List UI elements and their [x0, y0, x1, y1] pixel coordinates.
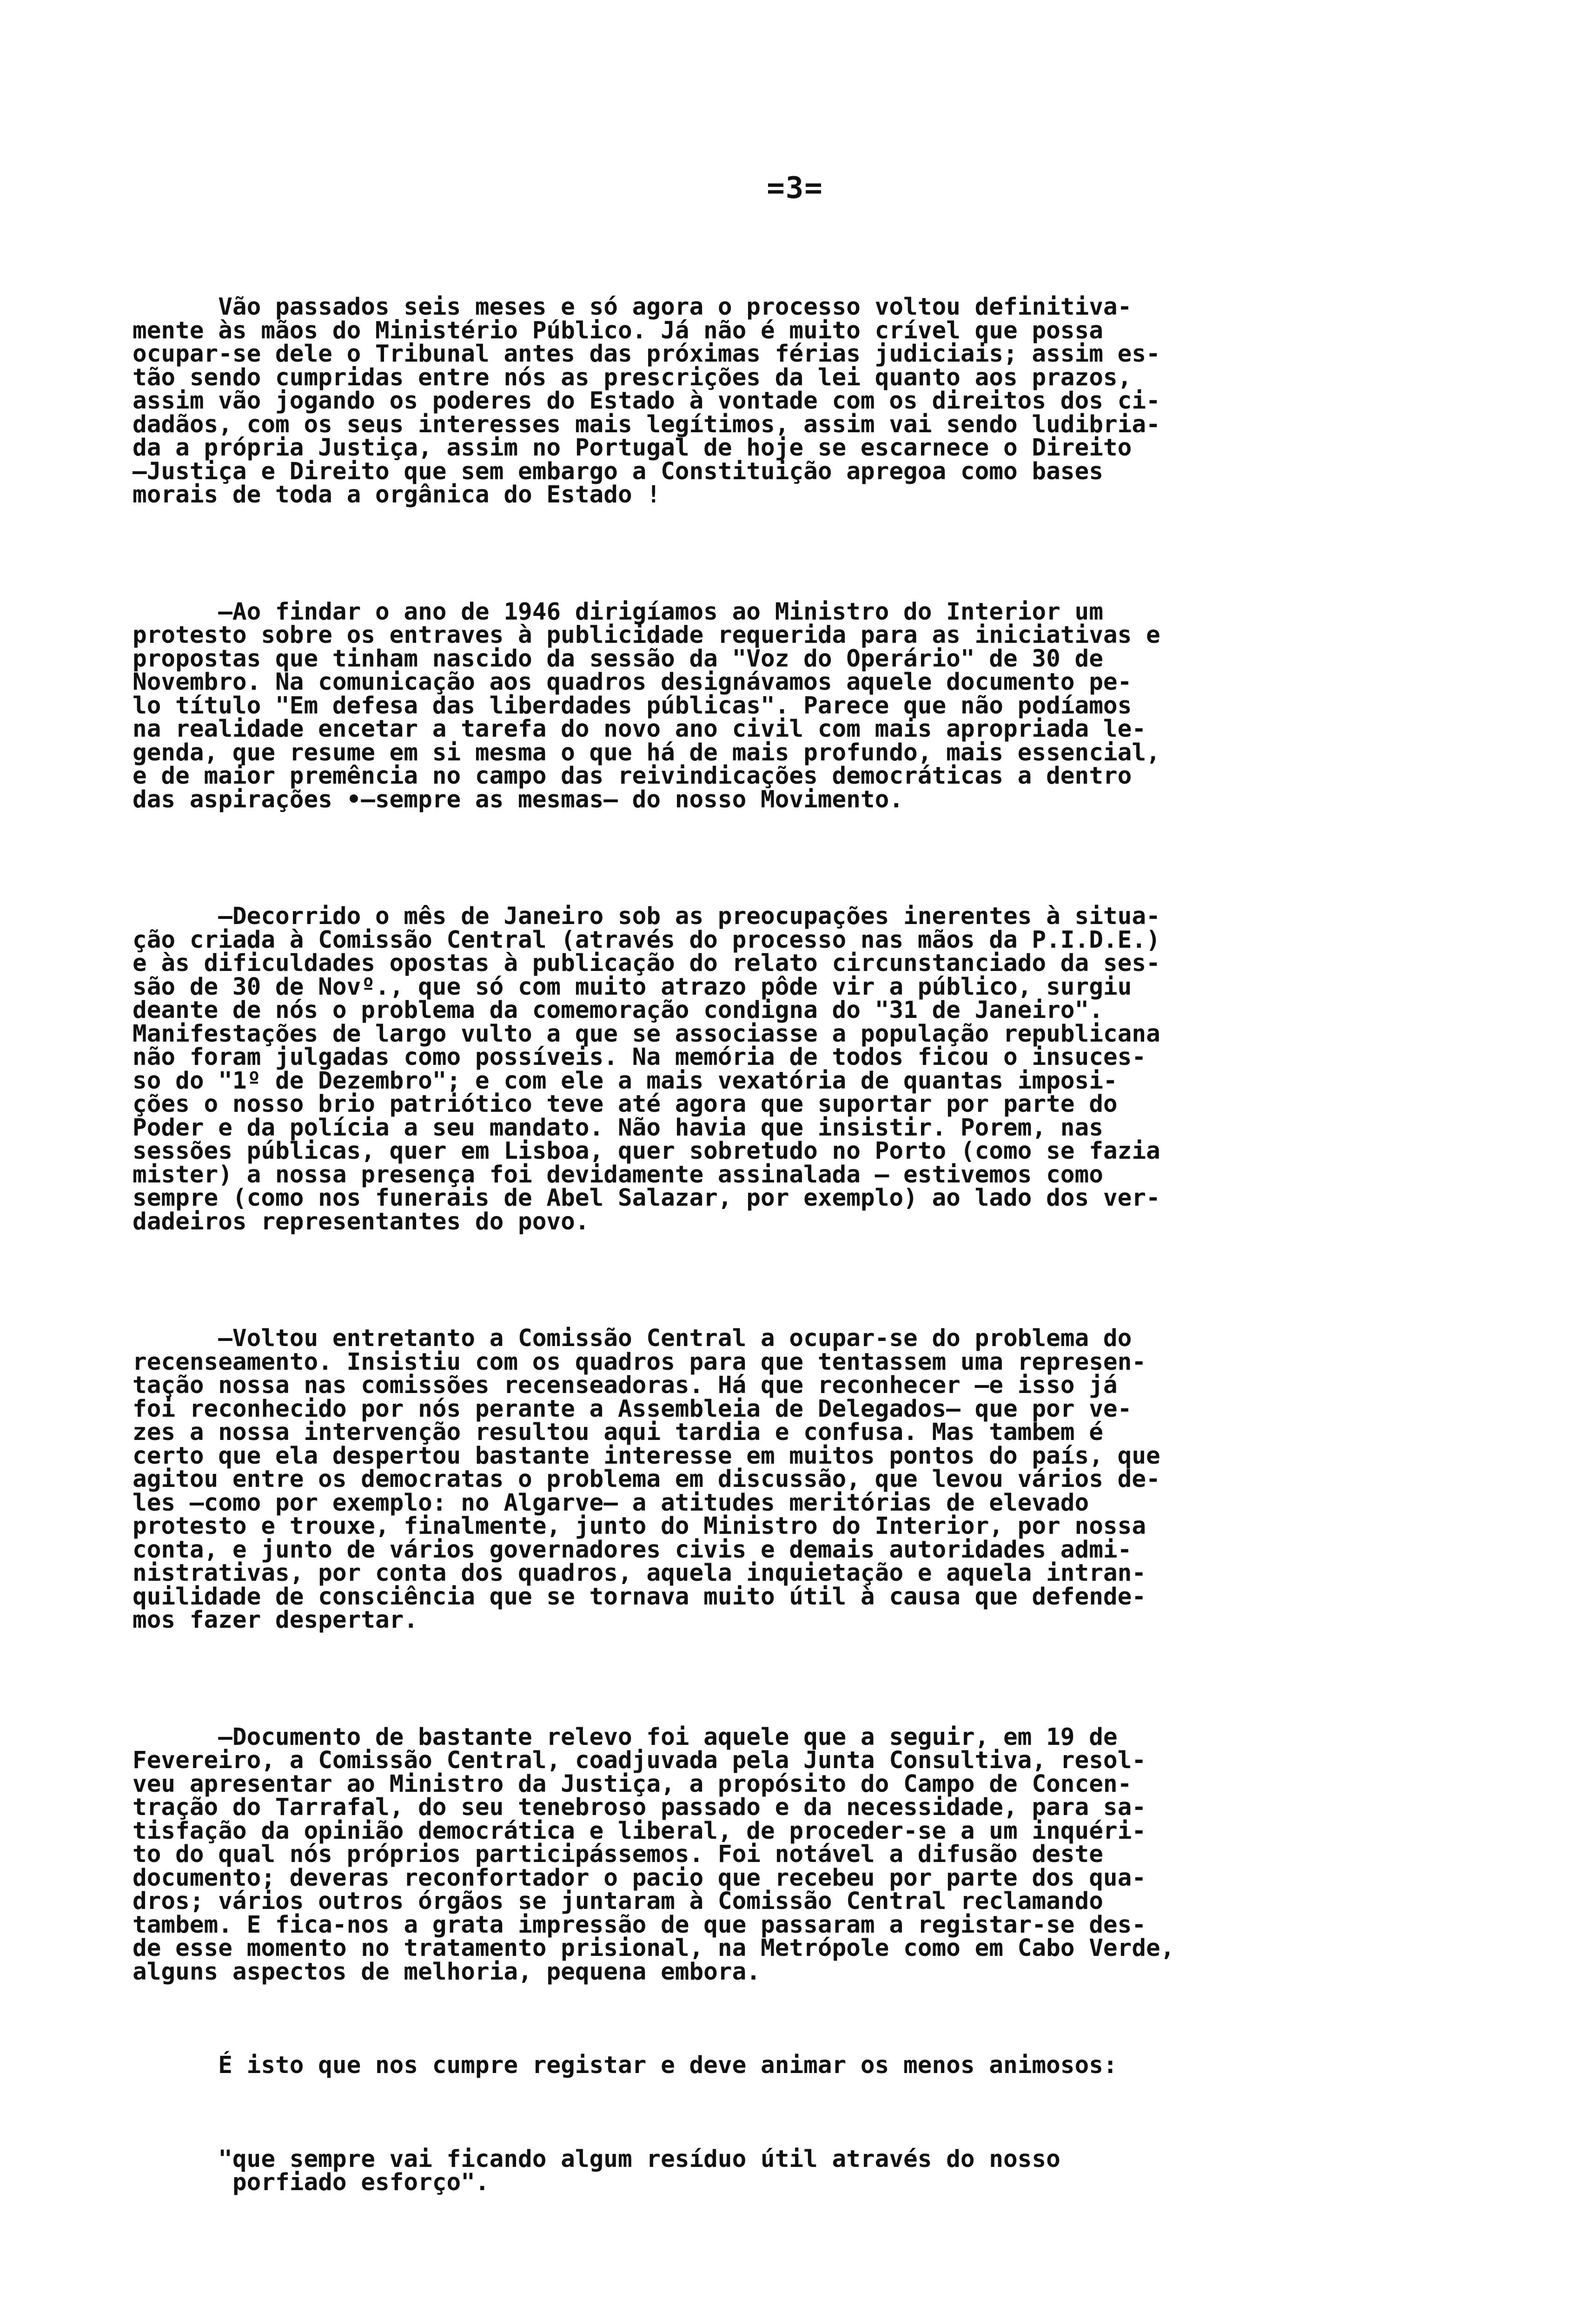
document-body: [133, 249, 1471, 2242]
paragraph-5: —Documento de bastante relevo foi aquele que a seguir, em 19 de Fevereiro, a Comissão Central, coadjuvada pela Junta Consultiva, resol- veu apresentar ao Ministro da Justiça, a propósito do Campo de Concen- tração do Tarrafal, do seu tenebroso passado e da necessidade, para sa- tisfação da opinião democrática e liberal, de proceder-se a um inquéri- to do qual nós próprios participássemos. Foi notável a difusão deste documento; deveras reconfortador o pacio que recebeu por parte dos qua- dros; vários outros órgãos se juntaram à Comissão Central reclamando tambem. E fica-nos a grata impressão de que passaram a registar-se des- de esse momento no tratamento prisional, na Metrópole como em Cabo Verde, alguns aspectos de melhoria, pequena embora.: [133, 1723, 1175, 1986]
closing-quote: "que sempre vai ficando algum resíduo útil através do nosso porfiado esforço".: [218, 2145, 1060, 2196]
paragraph-1: Vão passados seis meses e só agora o processo voltou definitiva- mente às mãos do Ministério Público. Já não é muito crível que possa ocupar-se dele o Tribunal antes das próximas férias judiciais; assim es- tão sendo cumpridas entre nós as prescrições da lei quanto aos prazos, assim vão jogando os poderes do Estado à vontade com os direitos dos ci- dadãos, com os seus interesses mais legítimos, assim vai sendo ludibria- da a própria Justiça, assim no Portugal de hoje se escarnece o Direito —Justiça e Direito que sem embargo a Constituição apregoa como bases morais de toda a orgânica do Estado !: [133, 293, 1160, 508]
paragraph-2: —Ao findar o ano de 1946 dirigíamos ao Ministro do Interior um protesto sobre os entraves à publicidade requerida para as iniciativas e propostas que tinham nascido da sessão da "Voz do Operário" de 30 de Novembro. Na comunicação aos quadros designávamos aquele documento pe- lo título "Em defesa das liberdades públicas". Parece que não podíamos na realidade encetar a tarefa do novo ano civil com mais apropriada le- genda, que resume em si mesma o que há de mais profundo, mais essencial, e de maior premência no campo das reivindicações democráticas a dentro das aspirações •—sempre as mesmas— do nosso Movimento.: [133, 598, 1160, 813]
page-number: =3=: [767, 171, 823, 205]
paragraph-3: —Decorrido o mês de Janeiro sob as preocupações inerentes à situa- ção criada à Comissão Central (através do processo nas mãos da P.I.D.E.) e às dificuldades opostas à publicação do relato circunstanciado da ses- são de 30 de Novº., que só com muito atrazo pôde vir a público, surgiu deante de nós o problema da comemoração condigna do "31 de Janeiro". Manifestações de largo vulto a que se associasse a população republicana não foram julgadas como possíveis. Na memória de todos ficou o insuces- so do "1º de Dezembro"; e com ele a mais vexatória de quantas imposi- ções o nosso brio patriótico teve até agora que suportar por parte do Poder e da polícia a seu mandato. Não havia que insistir. Porem, nas sessões públicas, quer em Lisboa, quer sobretudo no Porto (como se fazia mister) a nossa presença foi devidamente assinalada — estivemos como sempre (como nos funerais de Abel Salazar, por exemplo) ao lado dos ver- dadeiros representantes do povo.: [133, 903, 1160, 1235]
closing-line: É isto que nos cumpre registar e deve animar os menos animosos:: [133, 2052, 1118, 2079]
paragraph-4: —Voltou entretanto a Comissão Central a ocupar-se do problema do recenseamento. Insistiu com os quadros para que tentassem uma represen- tação nossa nas comissões recenseadoras. Há que reconhecer —e isso já foi reconhecido por nós perante a Assembleia de Delegados— que por ve- zes a nossa intervenção resultou aqui tardia e confusa. Mas tambem é certo que ela despertou bastante interesse em muitos pontos do país, que agitou entre os democratas o problema em discussão, que levou vários de- les —como por exemplo: no Algarve— a atitudes meritórias de elevado protesto e trouxe, finalmente, junto do Ministro do Interior, por nossa conta, e junto de vários governadores civis e demais autoridades admi- nistrativas, por conta dos quadros, aquela inquietação e aquela intran- quilidade de consciência que se tornava muito útil à causa que defende- mos fazer despertar.: [133, 1325, 1160, 1634]
